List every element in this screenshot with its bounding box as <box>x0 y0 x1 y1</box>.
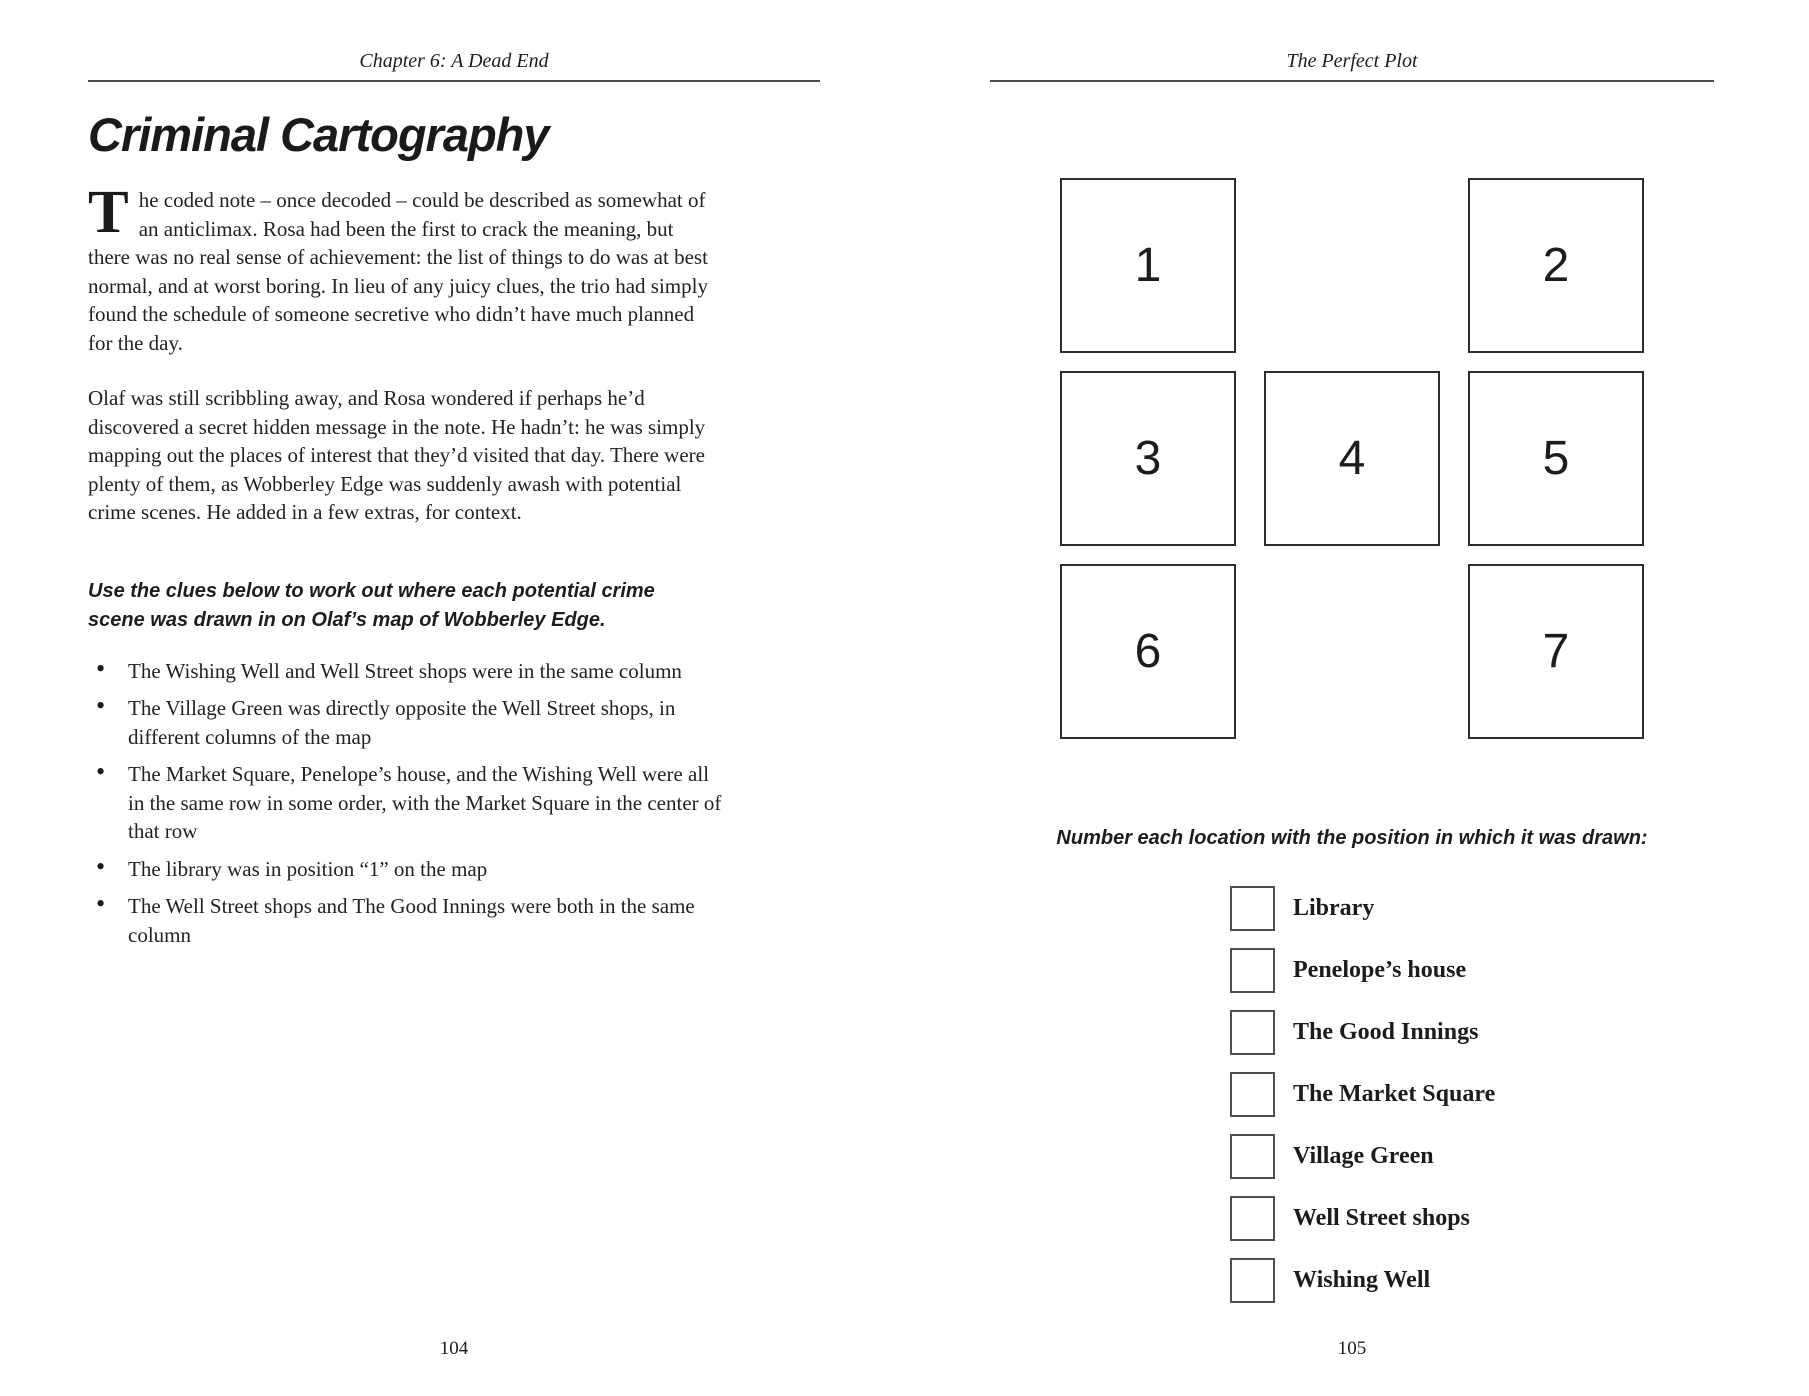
location-row <box>1230 886 1714 931</box>
answer-box-library[interactable] <box>1230 886 1275 931</box>
right-page <box>990 0 1714 1359</box>
page-title: Criminal Cartography <box>88 108 549 161</box>
location-label: Well Street shops <box>1293 1205 1470 1231</box>
body-paragraph-1 <box>88 179 713 357</box>
location-row <box>1230 948 1714 993</box>
location-label: Wishing Well <box>1293 1267 1431 1293</box>
left-page <box>88 0 820 1359</box>
map-grid-gap <box>1264 564 1440 739</box>
map-box-5: 5 <box>1468 371 1644 546</box>
map-box-2: 2 <box>1468 178 1644 353</box>
map-grid <box>1060 178 1644 739</box>
answer-box-well-street-shops[interactable] <box>1230 1196 1275 1241</box>
location-label: Library <box>1293 895 1375 921</box>
clue-item: • The library was in position “1” on the map <box>88 855 728 884</box>
number-instruction: Number each location with the position in which it was drawn: <box>1056 827 1648 849</box>
map-box-6: 6 <box>1060 564 1236 739</box>
answer-box-market-square[interactable] <box>1230 1072 1275 1117</box>
location-label: The Market Square <box>1293 1081 1496 1107</box>
location-row <box>1230 1196 1714 1241</box>
map-box-3: 3 <box>1060 371 1236 546</box>
location-row <box>1230 1134 1714 1179</box>
left-page-number: 104 <box>439 1338 469 1359</box>
location-label: Village Green <box>1293 1143 1434 1169</box>
location-row <box>1230 1258 1714 1303</box>
paragraph-1-text: he coded note – once decoded – could be described as somewhat of an anticlimax. Rosa had been the first to crack the meaning, but there was no real sense of achievement: the list of things to do was at best normal, and at worst boring. In lieu of any juicy clues, the trio had simply found the schedule of someone secretive who didn’t have much planned for the day. <box>88 188 708 355</box>
drop-cap: T <box>88 179 129 247</box>
clue-list <box>88 657 820 950</box>
map-grid-gap <box>1264 178 1440 353</box>
clue-item: • The Village Green was directly opposite the Well Street shops, in different columns of the map <box>88 694 728 751</box>
map-box-7: 7 <box>1468 564 1644 739</box>
body-paragraph-2: Olaf was still scribbling away, and Rosa wondered if perhaps he’d discovered a secret hidden message in the note. He hadn’t: he was simply mapping out the places of interest that they’d visited that day. There were plenty of them, as Wobberley Edge was suddenly awash with potential crime scenes. He added in a few extras, for context. <box>88 386 706 525</box>
answer-box-penelopes-house[interactable] <box>1230 948 1275 993</box>
location-row <box>1230 1072 1714 1117</box>
clue-item: • The Wishing Well and Well Street shops were in the same column <box>88 657 728 686</box>
puzzle-instruction: Use the clues below to work out where each potential crime scene was drawn in on Olaf’s map of Wobberley Edge. <box>88 579 655 631</box>
answer-box-good-innings[interactable] <box>1230 1010 1275 1055</box>
map-box-4: 4 <box>1264 371 1440 546</box>
location-label: Penelope’s house <box>1293 957 1467 983</box>
location-list <box>1230 886 1714 1303</box>
answer-box-village-green[interactable] <box>1230 1134 1275 1179</box>
map-box-1: 1 <box>1060 178 1236 353</box>
location-row <box>1230 1010 1714 1055</box>
location-label: The Good Innings <box>1293 1019 1479 1045</box>
clue-item: • The Well Street shops and The Good Innings were both in the same column <box>88 892 728 949</box>
clue-item: • The Market Square, Penelope’s house, and the Wishing Well were all in the same row in some order, with the Market Square in the center of that row <box>88 760 728 846</box>
right-page-number: 105 <box>1337 1338 1367 1359</box>
answer-box-wishing-well[interactable] <box>1230 1258 1275 1303</box>
left-running-header: Chapter 6: A Dead End <box>88 0 820 82</box>
right-running-header: The Perfect Plot <box>990 0 1714 82</box>
